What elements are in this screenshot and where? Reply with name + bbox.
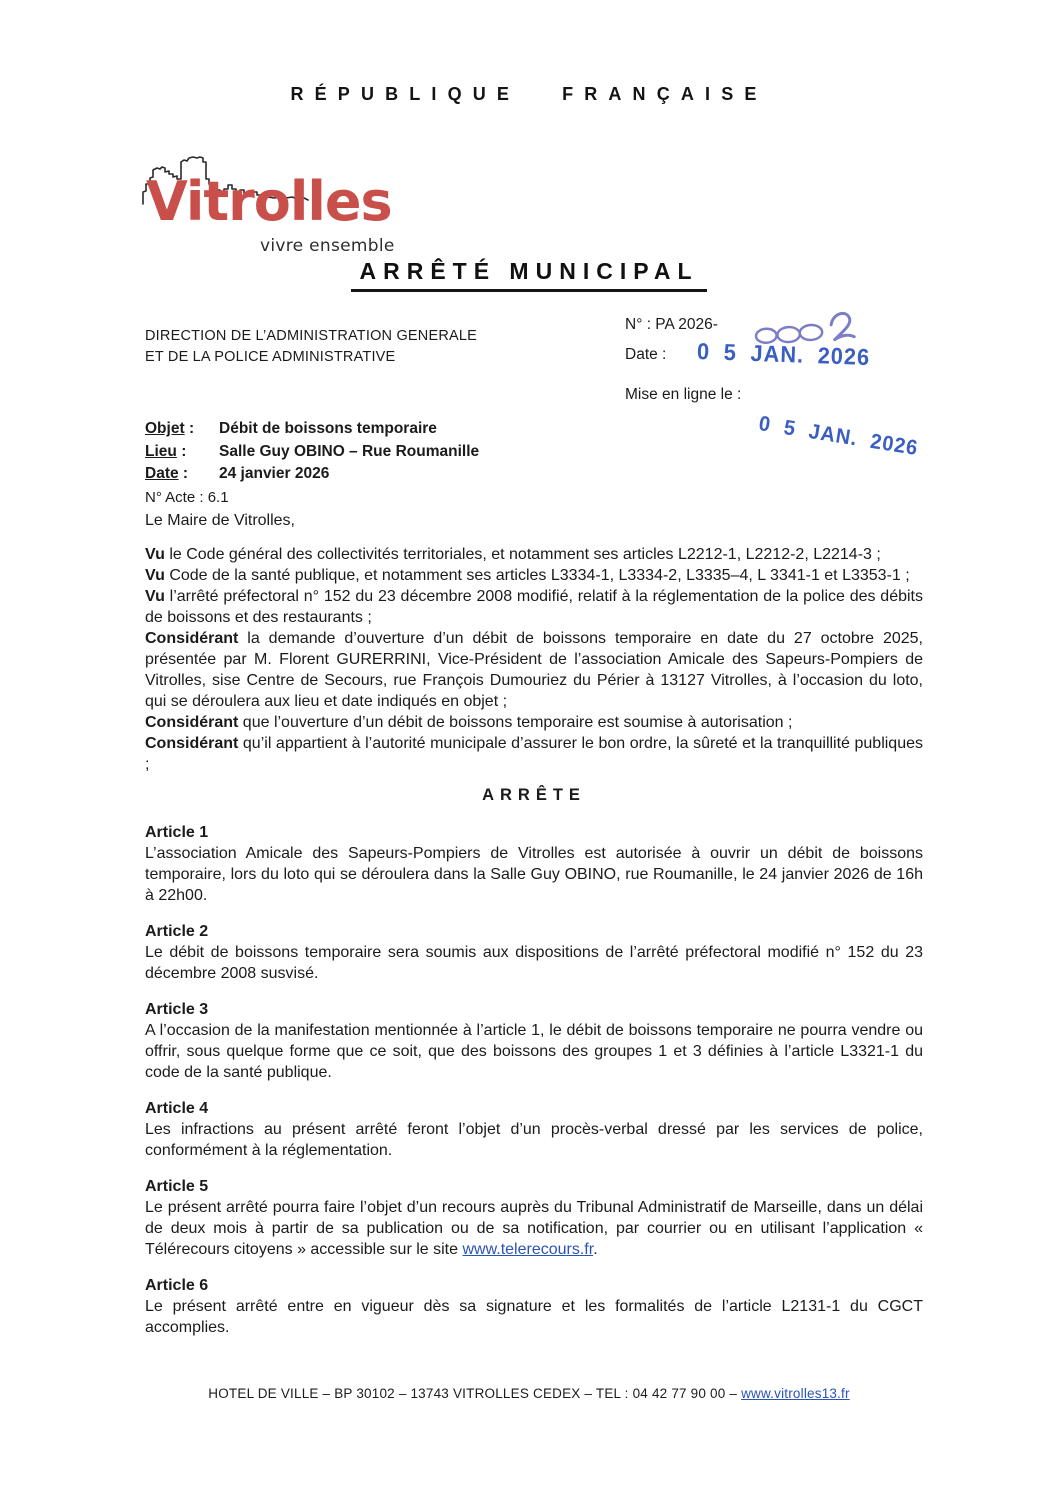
mise-en-ligne-label: Mise en ligne le : xyxy=(625,386,742,403)
date-label: Date : xyxy=(625,346,667,363)
article-4 xyxy=(145,1098,923,1161)
article-3 xyxy=(145,999,923,1083)
article-heading: Article 2 xyxy=(145,923,209,940)
article-1 xyxy=(145,822,923,906)
objet-label: Objet xyxy=(145,420,185,437)
article-body: Les infractions au présent arrêté feront l’objet d’un procès-verbal dressé par les services de police, conformément à la réglementation. xyxy=(145,1121,923,1159)
subject-row-lieu: Lieu : Salle Guy OBINO – Rue Roumanille xyxy=(145,441,479,464)
recital-paragraph: Vu l’arrêté préfectoral n° 152 du 23 décembre 2008 modifié, relatif à la réglementation de la police des débits de boissons et des restaurants ; xyxy=(145,588,923,626)
article-body: L’association Amicale des Sapeurs-Pompiers de Vitrolles est autorisée à ouvrir un débit de boissons temporaire, lors du loto qui se déroulera dans la Salle Guy OBINO, rue Roumanille, le 24 janvier 2026 de 16h à 22h00. xyxy=(145,845,923,904)
article-2 xyxy=(145,921,923,984)
objet-value: Débit de boissons temporaire xyxy=(219,420,437,437)
vitrolles-logo xyxy=(140,148,420,260)
subject-row-date: Date : 24 janvier 2026 xyxy=(145,463,479,486)
arrete-heading: ARRÊTE xyxy=(482,786,586,804)
numero-label: N° : PA 2026- xyxy=(625,316,718,333)
article-heading: Article 5 xyxy=(145,1178,209,1195)
greeting-line: Le Maire de Vitrolles, xyxy=(145,512,295,529)
article-heading: Article 1 xyxy=(145,824,209,841)
recital-paragraph: Vu Code de la santé publique, et notamment ses articles L3334-1, L3334-2, L3335–4, L 3341-1 et L3353-1 ; xyxy=(145,567,910,584)
vitrolles-website-link[interactable]: www.vitrolles13.fr xyxy=(741,1386,850,1401)
footer-text: HOTEL DE VILLE – BP 30102 – 13743 VITROLLES CEDEX – TEL : 04 42 77 90 00 – xyxy=(208,1386,742,1401)
recitals-block xyxy=(145,544,923,775)
article-body: Le présent arrêté entre en vigueur dès sa signature et les formalités de l’article L2131-1 du CGCT accomplies. xyxy=(145,1298,923,1336)
article-6 xyxy=(145,1275,923,1338)
direction-line1: DIRECTION DE L’ADMINISTRATION GENERALE xyxy=(145,328,478,344)
lieu-label: Lieu xyxy=(145,442,177,460)
date-field-value: 24 janvier 2026 xyxy=(219,465,330,482)
direction-block xyxy=(145,326,477,368)
mise-en-ligne-stamp: 0 5 JAN. 2026 xyxy=(757,412,920,461)
republique-header xyxy=(0,84,1058,105)
date-field-label: Date xyxy=(145,465,179,482)
francaise-word: FRANÇAISE xyxy=(562,84,768,104)
direction-line2: ET DE LA POLICE ADMINISTRATIVE xyxy=(145,349,396,365)
recital-paragraph: Considérant la demande d’ouverture d’un débit de boissons temporaire en date du 27 octobre 2025, présentée par M. Florent GURERRINI, Vice-Président de l’association Amicale des Sapeurs-Pompiers de Vitrolles, sise Centre de Secours, rue François Dumouriez du Périer à 13127 Vitrolles, à l’occasion du loto, qui se déroulera aux lieu et date indiqués en objet ; xyxy=(145,630,923,710)
logo-tagline: vivre ensemble xyxy=(260,236,395,256)
acte-number: N° Acte : 6.1 xyxy=(145,488,229,506)
recital-paragraph: Considérant que l’ouverture d’un débit de boissons temporaire est soumise à autorisation ; xyxy=(145,714,793,731)
article-heading: Article 4 xyxy=(145,1100,209,1117)
logo-wordmark: Vitrolles xyxy=(146,170,392,233)
document-body xyxy=(145,510,923,1353)
subject-block xyxy=(145,418,479,509)
page-title: ARRÊTÉ MUNICIPAL xyxy=(351,258,706,292)
meta-block xyxy=(625,316,955,476)
article-body: A l’occasion de la manifestation mentionnée à l’article 1, le débit de boissons temporaire ne pourra vendre ou offrir, sous quelque forme que ce soit, que des boissons des groupes 1 et 3 définies à l’article L3321-1 du code de la santé publique. xyxy=(145,1022,923,1081)
recital-paragraph: Considérant qu’il appartient à l’autorité municipale d’assurer le bon ordre, la sûreté et la tranquillité publiques ; xyxy=(145,735,923,773)
recital-paragraph: Vu le Code général des collectivités territoriales, et notamment ses articles L2212-1, L2212-2, L2214-3 ; xyxy=(145,546,881,563)
article-body: Le présent arrêté pourra faire l’objet d’un recours auprès du Tribunal Administratif de Marseille, dans un délai de deux mois à partir de sa publication ou de sa notification, par courrier ou en utilisant l’application « Télérecours citoyens » accessible sur le site www.telerecours.fr. xyxy=(145,1199,923,1258)
article-body: Le débit de boissons temporaire sera soumis aux dispositions de l’arrêté préfectoral modifié n° 152 du 23 décembre 2008 susvisé. xyxy=(145,944,923,982)
article-heading: Article 3 xyxy=(145,1001,209,1018)
republique-word: RÉPUBLIQUE xyxy=(290,84,521,104)
article-heading: Article 6 xyxy=(145,1277,209,1294)
lieu-value: Salle Guy OBINO – Rue Roumanille xyxy=(219,442,480,460)
date-stamp: 0 5 JAN. 2026 xyxy=(696,338,871,371)
footer xyxy=(0,1386,1058,1401)
telerecours-link[interactable]: www.telerecours.fr xyxy=(462,1241,594,1258)
article-5 xyxy=(145,1176,923,1260)
subject-row-objet: Objet : Débit de boissons temporaire xyxy=(145,418,479,441)
